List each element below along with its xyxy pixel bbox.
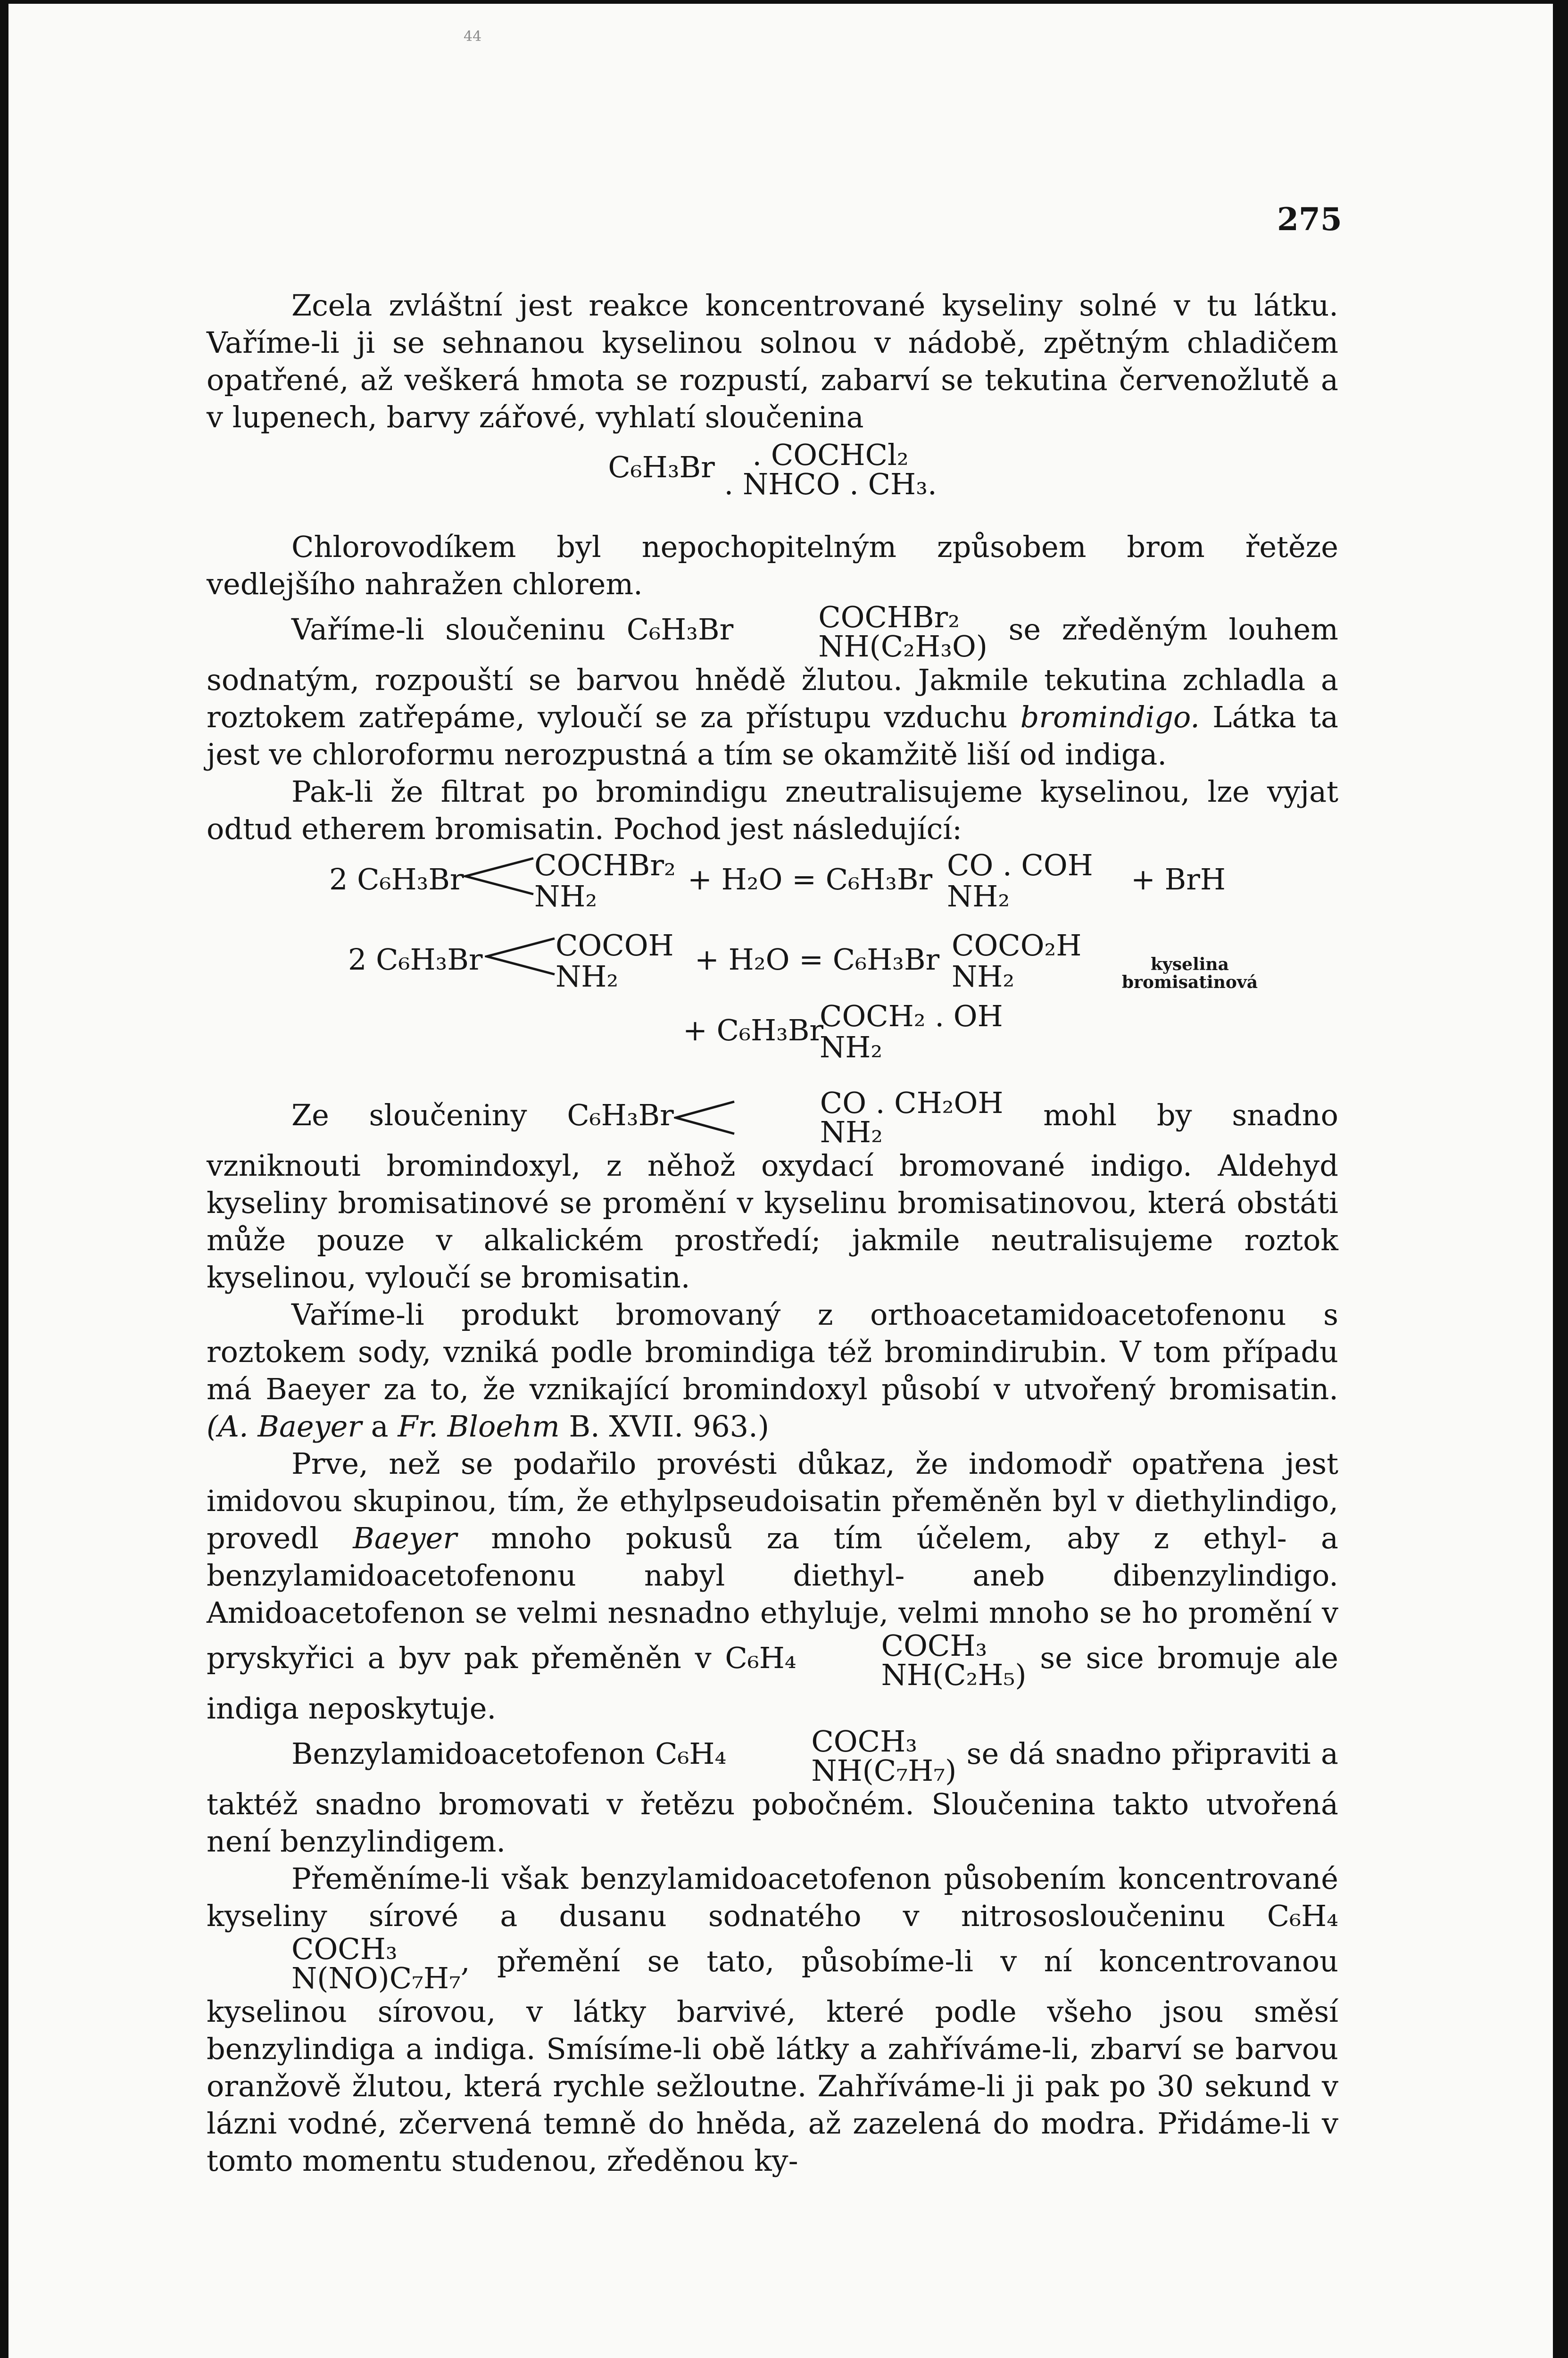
eq3-right-bottom: NH₂: [820, 1030, 883, 1064]
eq2-left-top: COCOH: [556, 928, 674, 963]
paragraph-9-text-a: Přeměníme-li však benzylamidoacetofenon působením koncentrované kyseliny sírové a dusanu sodnatého v nitrososloučeninu: [207, 1861, 1338, 1933]
eq2-right-bottom: NH₂: [952, 959, 1015, 994]
eq2-note-2: bromisatinová: [1121, 972, 1258, 992]
paragraph-3-text-b: se zředěným louhem sodnatým, rozpouští se barvou hnědě žlutou. Jakmile tekutina zchladla a roztokem zatřepáme, vyloučí se za přístupu vzduchu: [207, 612, 1338, 734]
formula-1-base: C₆H₃Br: [608, 450, 715, 485]
paragraph-8-text-a: Benzylamidoacetofenon: [291, 1736, 645, 1771]
paragraph-9-formula-groups: [207, 1932, 461, 1995]
paragraph-5-formula-base: C₆H₃Br: [567, 1098, 674, 1133]
folio-mark: 44: [464, 28, 482, 45]
paragraph-3: [207, 600, 1338, 773]
paragraph-6-citation-ref: B. XVII. 963.): [569, 1409, 770, 1444]
paragraph-7-text-a: Prve, než se podařilo provésti důkaz, že indomodř opatřena jest imidovou skupinou, tím, že ethylpseudoisatin přeměněn byl v diethylindigo, provedl: [207, 1446, 1338, 1555]
eq3-right-top: COCH₂ . OH: [820, 999, 1003, 1033]
paragraph-3-formula-top: COCHBr₂: [818, 600, 960, 634]
formula-1-bottom: . NHCO . CH₃.: [724, 467, 937, 501]
eq3-middle: + C₆H₃Br: [683, 1013, 824, 1047]
paragraph-7-text-b: mnoho pokusů za tím účelem, aby z ethyl- a benzylamidoacetofenonu nabyl diethyl- aneb dibenzylindigo. Amidoacetofenon se velmi nesnadno ethyluje, velmi mnoho se ho promění v pryskyřici a byv pak přeměněn v: [207, 1521, 1339, 1676]
paragraph-3-formula-groups: [733, 600, 987, 664]
eq1-bracket: [464, 855, 534, 897]
paragraph-9: [207, 1860, 1338, 2179]
paragraph-8-formula-top: COCH₃: [811, 1724, 917, 1759]
equations: [207, 848, 1338, 1064]
paragraph-4: Pak-li že filtrat po bromindigu zneutralisujeme kyselinou, lze vyjat odtud etherem bromisatin. Pochod jest následující:: [207, 774, 1338, 846]
formula-1-top: . COCHCl₂: [752, 438, 909, 472]
eq2-note: [1112, 955, 1268, 991]
paragraph-7-name: Baeyer: [353, 1521, 457, 1555]
eq1-left-bottom: NH₂: [534, 879, 597, 913]
paragraph-5-text-b: mohl by snadno vzniknouti bromindoxyl, z něhož oxydací bromované indigo. Aldehyd kyseliny bromisatinové se promění v kyselinu bromisatinovou, která obstáti může pouze v alkalickém prostředí; jakmile neutralisujeme roztok kyselinou, vyloučí se bromisatin.: [207, 1098, 1339, 1295]
paragraph-1: Zcela zvláštní jest reakce koncentrované kyseliny solné v tu látku. Vaříme-li ji se sehnanou kyselinou solnou v nádobě, zpětným chladičem opatřené, až veškerá hmota se rozpustí, zabarví se tekutina červenožlutě a v lupenech, barvy zářové, vyhlatí sloučenina: [207, 288, 1338, 434]
paragraph-7-formula-bottom: NH(C₂H₅): [881, 1658, 1027, 1692]
page: [8, 4, 1553, 2358]
eq2-middle: + H₂O = C₆H₃Br: [695, 942, 940, 977]
paragraph-5-text-a: Ze sloučeniny: [291, 1098, 527, 1133]
paragraph-9-formula-bottom: N(NO)C₇H₇: [291, 1961, 461, 1995]
paragraph-6-citation-author-2: Fr. Bloehm: [398, 1409, 560, 1444]
paragraph-6-and: a: [371, 1409, 389, 1444]
eq1-left-top: COCHBr₂: [534, 848, 676, 882]
paragraph-5-formula-bottom: NH₂: [820, 1115, 883, 1149]
formula-1-groups: [724, 440, 937, 499]
paragraph-9-formula-top: COCH₃: [291, 1932, 398, 1966]
paragraph-3-text-c: Látka ta jest ve chloroformu nerozpustná a tím se okamžitě liší od indiga.: [207, 700, 1338, 772]
eq1-left: 2 C₆H₃Br: [329, 862, 464, 897]
formula-1: [207, 440, 1338, 499]
paragraph-7-formula-groups: [796, 1628, 1027, 1692]
paragraph-9-text-b: , přemění se tato, působíme-li v ní koncentrovanou kyselinou sírovou, v látky barvivé, které podle všeho jsou směsí benzylindiga a indiga. Smísíme-li obě látky a zahříváme-li, zbarví se barvou oranžově žlutou, která rychle sežloutne. Zahříváme-li ji pak po 30 sekund v lázni vodné, zčervená temně do hněda, až zazelená do modra. Přidáme-li v tomto momentu studenou, zředěnou ky-: [207, 1944, 1338, 2178]
paragraph-3-text-a: Vaříme-li sloučeninu: [291, 612, 606, 647]
paragraph-5-formula-top: CO . CH₂OH: [820, 1086, 1004, 1120]
section-top: [207, 287, 1338, 847]
equation-3: [207, 999, 1338, 1064]
paragraph-5-formula-groups: [735, 1088, 1004, 1147]
paragraph-5: [207, 1088, 1338, 1296]
eq2-left: 2 C₆H₃Br: [348, 942, 483, 977]
paragraph-7-formula-top: COCH₃: [881, 1628, 987, 1663]
paragraph-7-text-c: se sice bromuje ale indiga neposkytuje.: [207, 1641, 1338, 1726]
paragraph-9-formula-base: C₆H₄: [1267, 1899, 1338, 1933]
paragraph-8-formula-groups: [726, 1724, 957, 1788]
paragraph-8-formula-base: C₆H₄: [655, 1736, 727, 1771]
eq2-bracket: [485, 935, 556, 977]
paragraph-6: [207, 1296, 1338, 1445]
eq2-left-bottom: NH₂: [556, 959, 619, 994]
paragraph-2: Chlorovodíkem byl nepochopitelným způsobem brom řetěze vedlejšího nahražen chlorem.: [207, 530, 1338, 601]
paragraph-7-formula-base: C₆H₄: [725, 1641, 796, 1676]
paragraph-5-bracket: [674, 1099, 735, 1137]
paragraph-8-formula-bottom: NH(C₇H₇): [811, 1753, 957, 1788]
paragraph-8-text-b: se dá snadno připraviti a taktéž snadno bromovati v řetězu pobočném. Sloučenina takto utvořená není benzylindigem.: [207, 1736, 1338, 1859]
paragraph-6-citation-author-1: (A. Baeyer: [207, 1409, 362, 1444]
paragraph-8: [207, 1724, 1338, 1860]
eq1-right: + BrH: [1131, 862, 1226, 897]
eq2-right-top: COCO₂H: [952, 928, 1082, 963]
eq1-middle: + H₂O = C₆H₃Br: [688, 862, 933, 897]
paragraph-7: [207, 1445, 1338, 1727]
eq1-right-top: CO . COH: [947, 848, 1093, 882]
paragraph-3-formula-base: C₆H₃Br: [626, 612, 734, 647]
equation-1: [207, 848, 1338, 913]
paragraph-3-formula-bottom: NH(C₂H₃O): [818, 629, 987, 664]
eq1-right-bottom: NH₂: [947, 879, 1010, 913]
paragraph-6-text-a: Vaříme-li produkt bromovaný z orthoacetamidoacetofenonu s roztokem sody, vzniká podle bromindiga též bromindirubin. V tom případu má Baeyer za to, že vznikající bromindoxyl působí v utvořený bromisatin.: [207, 1297, 1338, 1406]
paragraph-3-italic: bromindigo.: [1020, 700, 1200, 734]
page-number: 275: [1277, 201, 1342, 238]
section-bottom: [207, 1088, 1338, 2179]
eq2-note-1: kyselina: [1151, 955, 1229, 974]
equation-2: [207, 928, 1338, 994]
